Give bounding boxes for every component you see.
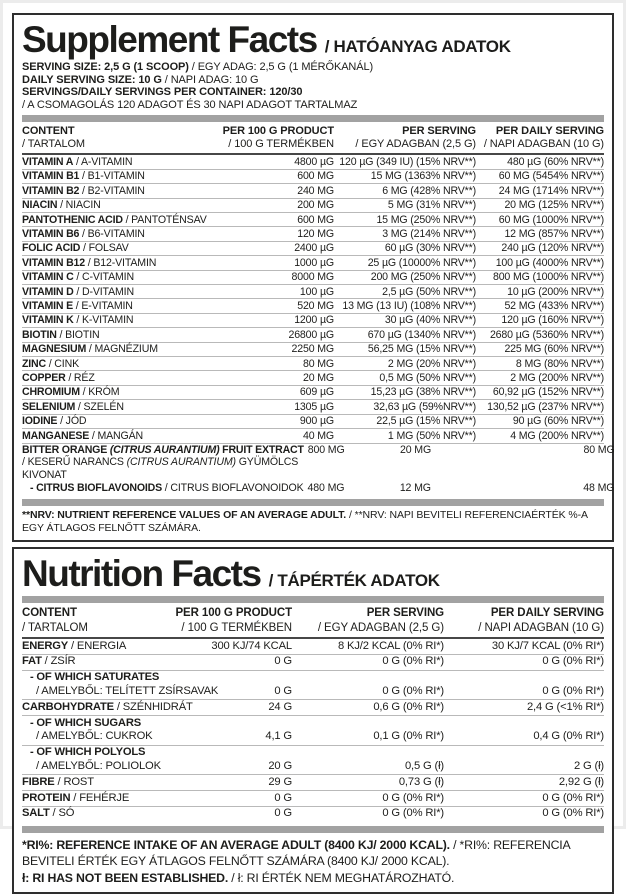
value-per-daily-serving: 240 µG (120% NRV**) [501,242,604,255]
serving-size-line [22,61,604,74]
nrv-footnote-hu: / **NRV: NAPI BEVITELI REFERENCIAÉRTÉK %-A EGY ÁTLAGOS FELNŐTT SZÁMÁRA. [22,509,588,534]
value-per-100g: 2250 MG [291,343,334,356]
serving-size-en: SERVING SIZE: 2,5 G (1 SCOOP) [22,61,189,73]
value-per-100g: 40 MG [302,429,334,442]
value-per-100g: 80 MG [302,357,334,370]
value-per-serving: 120 µG (349 IU) (15% NRV**) [339,155,476,168]
value-per-daily-serving: 0 G (0% RI*) [542,807,604,820]
value-per-serving: 12 MG [399,482,431,495]
divider-bar [22,826,604,833]
value-per-daily-serving: 12 MG (857% NRV**) [504,227,604,240]
value-per-serving: 0 G (0% RI*) [382,807,444,820]
servings-per-container-hu: / A CSOMAGOLÁS 120 ADAGOT ÉS 30 NAPI ADAGOT TARTALMAZ [22,98,358,111]
header-per-100g-hu: / 100 G TERMÉKBEN [228,138,334,151]
nrv-footnote-en: **NRV: NUTRIENT REFERENCE VALUES OF AN AVERAGE ADULT. [22,509,347,522]
nutrient-name: SELENIUM / SZELÉN 1305 µG [22,400,334,413]
value-per-serving: 5 MG (31% NRV**) [387,199,476,212]
header-content [22,606,88,635]
servings-per-container-line [22,86,604,99]
value-per-serving: 670 µG (1340% NRV**) [367,328,476,341]
daily-serving-size-hu: / NAPI ADAG: 10 G [161,73,259,86]
table-row [22,775,604,791]
header-col-content-and-per100g [22,125,334,151]
header-per-daily-serving-en: PER DAILY SERVING [495,125,604,138]
header-content-en: CONTENT [22,125,75,138]
value-per-100g: 2400 µG [294,242,334,255]
value-per-daily-serving: 2680 µG (5360% NRV**) [489,328,604,341]
table-row [22,655,604,671]
nutrient-name: COPPER / RÉZ 20 MG [22,371,334,384]
supplement-facts-title: Supplement Facts [22,19,317,60]
value-per-100g: 900 µG [299,415,334,428]
table-row [22,256,604,270]
nutrition-table-rows [22,639,604,822]
supplement-facts-titlebar [22,21,604,58]
nutrient-name: IODINE / JÓD 900 µG [22,415,334,428]
nutrient-name: VITAMIN D / D-VITAMIN 100 µG [22,285,334,298]
ri-footnote-en: *RI%: REFERENCE INTAKE OF AN AVERAGE ADULT (8400 KJ/ 2000 KCAL). [22,837,450,852]
value-per-daily-serving: 2 MG (200% NRV**) [510,371,604,384]
value-per-serving: 15,23 µG (38% NRV**) [370,386,476,399]
nutrient-name: BIOTIN / BIOTIN 26800 µG [22,328,334,341]
nutrient-name: FOLIC ACID / FOLSAV 2400 µG [22,242,334,255]
nutrient-name: - OF WHICH SUGARS / AMELYBŐL: CUKROK 4,1 G [30,716,292,743]
value-per-daily-serving: 52 MG (433% NRV**) [504,299,604,312]
header-per-serving [334,125,476,151]
value-per-daily-serving: 60 MG (1000% NRV**) [498,213,604,226]
value-per-daily-serving: 60 MG (5454% NRV**) [498,170,604,183]
table-row [22,199,604,213]
nutrition-facts-subtitle: / TÁPÉRTÉK ADATOK [268,571,440,591]
value-per-100g: 20 MG [302,371,334,384]
ri-footnote [22,837,604,887]
value-per-100g: 1000 µG [294,256,334,269]
value-per-serving: 1 MG (50% NRV**) [387,429,476,442]
header-per-serving-hu: / EGY ADAGBAN (2,5 G) [317,621,444,634]
value-per-100g: 0 G [274,807,292,820]
divider-bar [22,115,604,122]
header-per-100g [223,125,334,151]
table-row [22,155,604,169]
value-per-daily-serving: 130,52 µG (237% NRV**) [487,400,604,413]
table-row [22,343,604,357]
nutrient-name: VITAMIN C / C-VITAMIN 8000 MG [22,271,334,284]
table-row [22,314,604,328]
header-content-en: CONTENT [22,607,77,620]
value-per-100g: 609 µG [299,386,334,399]
daily-serving-size-line [22,74,604,87]
value-per-daily-serving: 0 G (0% RI*) [542,655,604,668]
table-row [22,482,615,495]
value-per-daily-serving: 0 G (0% RI*) [542,685,604,698]
nutrient-name: VITAMIN B1 / B1-VITAMIN 600 MG [22,170,334,183]
header-per-daily-serving [476,125,604,151]
value-per-100g: 4800 µG [294,155,334,168]
table-row [22,328,604,342]
nutrient-name: VITAMIN B6 / B6-VITAMIN 120 MG [22,227,334,240]
value-per-100g: 200 MG [297,199,334,212]
divider-bar [22,499,604,506]
table-row [22,386,604,400]
table-row [22,242,604,256]
nutrient-name: MAGNESIUM / MAGNÉZIUM 2250 MG [22,343,334,356]
value-per-serving: 13 MG (13 IU) (108% NRV**) [342,299,476,312]
value-per-100g: 300 KJ/74 KCAL [211,639,292,652]
value-per-daily-serving: 225 MG (60% NRV**) [504,343,604,356]
table-row [22,746,604,776]
value-per-100g: 600 MG [297,170,334,183]
table-row [22,639,604,655]
nutrition-facts-title: Nutrition Facts [22,553,261,595]
table-row [22,285,604,299]
value-per-daily-serving: 8 MG (80% NRV**) [515,357,604,370]
header-per-serving [292,606,444,635]
value-per-daily-serving: 2 G (ł) [573,760,604,772]
header-content [22,125,85,151]
value-per-100g: 0 G [274,791,292,804]
header-per-serving-en: PER SERVING [402,125,476,138]
table-row [22,700,604,716]
value-per-serving: 56,25 MG (15% NRV**) [367,343,476,356]
value-per-serving: 20 MG [400,444,432,456]
value-per-100g: 100 µG [299,285,334,298]
table-row [22,357,604,371]
value-per-serving: 0,6 G (0% RI*) [373,700,444,713]
value-per-serving: 0,5 G (ł) [404,760,444,772]
value-per-daily-serving: 60,92 µG (152% NRV**) [492,386,604,399]
nutrient-name: VITAMIN B2 / B2-VITAMIN 240 MG [22,184,334,197]
value-per-daily-serving: 4 MG (200% NRV**) [510,429,604,442]
value-per-serving: 2 MG (20% NRV**) [387,357,476,370]
ri-not-established-en: ł: RI HAS NOT BEEN ESTABLISHED. [22,870,229,885]
value-per-serving: 3 MG (214% NRV**) [382,227,476,240]
value-per-100g: 1305 µG [294,400,334,413]
table-row [22,400,604,414]
serving-info [22,61,604,111]
supplement-table-header [22,124,604,155]
table-row [22,671,604,701]
nutrient-name: VITAMIN K / K-VITAMIN 1200 µG [22,314,334,327]
value-per-100g: 240 MG [297,184,334,197]
value-per-daily-serving: 48 MG [583,482,615,495]
value-per-daily-serving: 90 µG (60% NRV**) [512,415,604,428]
value-per-serving: 2,5 µG (50% NRV**) [382,285,476,298]
value-per-100g: 1200 µG [294,314,334,327]
value-per-100g: 29 G [268,775,292,788]
supplement-facts-panel [12,13,614,542]
header-per-100g-en: PER 100 G PRODUCT [175,607,292,620]
daily-serving-size-en: DAILY SERVING SIZE: 10 G [22,73,162,86]
value-per-serving: 32,63 µG (59%NRV**) [373,400,476,413]
table-row [22,791,604,807]
ri-footnote-hu: / *RI%: REFERENCIA BEVITELI ÉRTÉK EGY ÁTLAGOS FELNŐTT SZÁMÁRA (8400 KJ/ 2000 KCAL). [22,837,570,869]
value-per-100g: 480 MG [307,482,345,495]
value-per-100g: 0 G [274,655,292,668]
value-per-serving: 0,5 MG (50% NRV**) [379,371,476,384]
value-per-serving: 0 G (0% RI*) [382,791,444,804]
nutrient-name: ENERGY / ENERGIA 300 KJ/74 KCAL [22,639,292,652]
supplement-facts-subtitle: / HATÓANYAG ADATOK [324,37,511,56]
nutrition-facts-titlebar [22,553,604,595]
header-per-daily-serving-hu: / NAPI ADAGBAN (10 G) [483,138,604,151]
value-per-100g: 600 MG [297,213,334,226]
value-per-serving: 0,73 G (ł) [398,775,444,788]
nutrient-name: - OF WHICH SATURATES / AMELYBŐL: TELÍTETT ZSÍRSAVAK 0 G [30,671,292,698]
value-per-100g: 20 G [268,760,292,772]
value-per-100g: 520 MG [297,299,334,312]
header-per-daily-serving-hu: / NAPI ADAGBAN (10 G) [478,621,604,634]
value-per-daily-serving: 20 MG (125% NRV**) [504,199,604,212]
value-per-serving: 200 MG (250% NRV**) [370,271,476,284]
value-per-daily-serving: 2,92 G (ł) [558,775,604,788]
nutrient-name: ZINC / CINK 80 MG [22,357,334,370]
value-per-daily-serving: 10 µG (200% NRV**) [507,285,604,298]
nutrient-name: NIACIN / NIACIN 200 MG [22,199,334,212]
table-row [22,227,604,241]
value-per-100g: 8000 MG [291,271,334,284]
header-per-daily-serving-en: PER DAILY SERVING [490,607,604,620]
table-row [22,271,604,285]
nutrient-name: SALT / SÓ 0 G [22,807,292,820]
table-row [22,170,604,184]
value-per-serving: 22,5 µG (15% NRV**) [376,415,476,428]
ri-not-established-hu: / ł: RI ÉRTÉK NEM MEGHATÁROZHATÓ. [228,870,455,885]
header-per-100g-en: PER 100 G PRODUCT [222,125,334,138]
value-per-serving: 6 MG (428% NRV**) [382,184,476,197]
value-per-serving: 60 µG (30% NRV**) [384,242,476,255]
table-row [22,213,604,227]
header-per-100g [175,606,292,635]
value-per-100g: 800 MG [307,444,345,456]
value-per-100g: 0 G [274,685,292,698]
header-per-daily-serving [444,606,604,635]
nutrient-name: FAT / ZSÍR 0 G [22,655,292,668]
value-per-daily-serving: 2,4 G (<1% RI*) [526,700,604,713]
nutrient-name: PROTEIN / FEHÉRJE 0 G [22,791,292,804]
nutrition-table-header [22,605,604,639]
table-row [22,429,604,443]
value-per-serving: 0 G (0% RI*) [382,655,444,668]
header-per-100g-hu: / 100 G TERMÉKBEN [181,621,292,634]
serving-size-hu: / EGY ADAG: 2,5 G (1 MÉRŐKANÁL) [188,61,374,73]
supplement-table-rows [22,155,615,495]
header-content-hu: / TARTALOM [22,621,88,634]
value-per-100g: 24 G [268,700,292,713]
table-row [22,371,604,385]
value-per-100g: 26800 µG [288,328,334,341]
nutrient-name: FIBRE / ROST 29 G [22,775,292,788]
nutrient-name: - OF WHICH POLYOLS / AMELYBŐL: POLIOLOK 20 G [30,746,292,772]
table-row [22,444,615,482]
header-content-hu: / TARTALOM [22,138,85,151]
nutrient-name: MANGANESE / MANGÁN 40 MG [22,429,334,442]
value-per-daily-serving: 0 G (0% RI*) [542,791,604,804]
value-per-serving: 8 KJ/2 KCAL (0% RI*) [337,639,444,652]
header-per-serving-en: PER SERVING [366,607,444,620]
header-per-serving-hu: / EGY ADAGBAN (2,5 G) [355,138,476,151]
nutrient-name: VITAMIN E / E-VITAMIN 520 MG [22,299,334,312]
nutrient-name: CHROMIUM / KRÓM 609 µG [22,386,334,399]
servings-per-container-en: SERVINGS/DAILY SERVINGS PER CONTAINER: 120/30 [22,86,303,99]
divider-bar [22,596,604,603]
nutrient-name: PANTOTHENIC ACID / PANTOTÉNSAV 600 MG [22,213,334,226]
value-per-serving: 30 µG (40% NRV**) [384,314,476,327]
table-row [22,807,604,822]
value-per-daily-serving: 24 MG (1714% NRV**) [498,184,604,197]
nutrient-name: CARBOHYDRATE / SZÉNHIDRÁT 24 G [22,700,292,713]
value-per-serving: 15 MG (1363% NRV**) [370,170,476,183]
value-per-daily-serving: 0,4 G (0% RI*) [533,730,604,743]
value-per-daily-serving: 100 µG (4000% NRV**) [495,256,604,269]
value-per-serving: 15 MG (250% NRV**) [376,213,476,226]
nutrient-name: BITTER ORANGE (CITRUS AURANTIUM) FRUIT EXTRACT 800 MG / KESERŰ NARANCS (CITRUS AURANTIUM) GYÜMÖLCS KIVONAT [22,444,345,481]
table-row [22,716,604,746]
nutrient-name: VITAMIN B12 / B12-VITAMIN 1000 µG [22,256,334,269]
table-row [22,299,604,313]
value-per-daily-serving: 80 MG [583,444,615,456]
nutrient-name: VITAMIN A / A-VITAMIN 4800 µG [22,155,334,168]
servings-per-container-hu-line [22,99,604,112]
table-row [22,184,604,198]
value-per-daily-serving: 120 µG (160% NRV**) [501,314,604,327]
nrv-footnote [22,509,604,534]
value-per-daily-serving: 30 KJ/7 KCAL (0% RI*) [491,639,604,652]
table-row [22,415,604,429]
nutrition-facts-panel [12,547,614,894]
value-per-serving: 0 G (0% RI*) [382,685,444,698]
header-col-content-and-per100g [22,606,292,635]
value-per-serving: 0,1 G (0% RI*) [373,730,444,743]
value-per-daily-serving: 800 MG (1000% NRV**) [492,271,604,284]
value-per-100g: 120 MG [297,227,334,240]
nutrient-name: - CITRUS BIOFLAVONOIDS / CITRUS BIOFLAVONOIDOK 480 MG [30,482,345,495]
value-per-100g: 4,1 G [265,730,292,743]
value-per-daily-serving: 480 µG (60% NRV**) [507,155,604,168]
value-per-serving: 25 µG (10000% NRV**) [367,256,476,269]
